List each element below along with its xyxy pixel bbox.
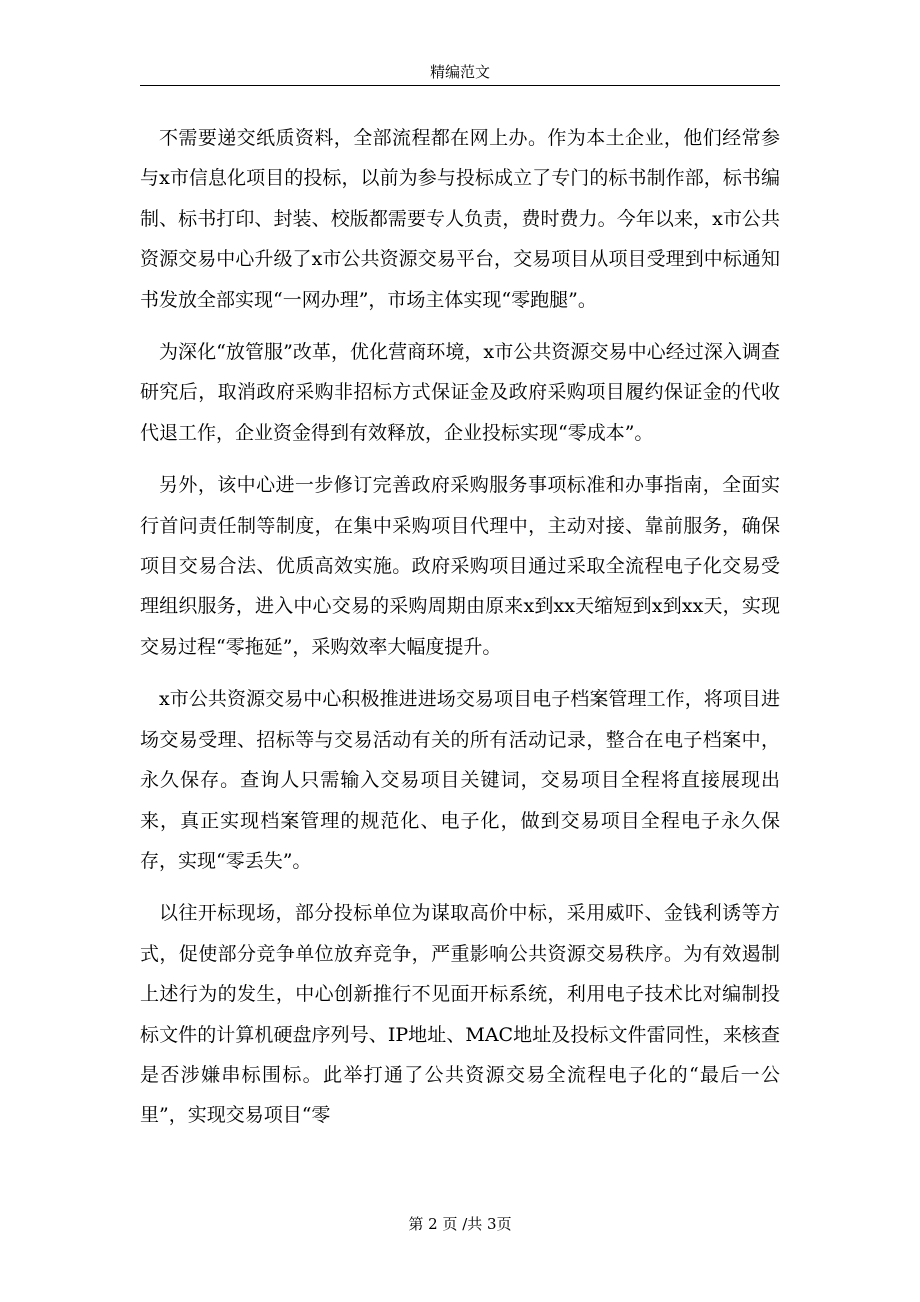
paragraph-1: 不需要递交纸质资料，全部流程都在网上办。作为本土企业，他们经常参与x市信息化项目的投标，以前为参与投标成立了专门的标书制作部，标书编制、标书打印、封装、校版都需要专人负责，费时费力。今年以来，x市公共资源交易中心升级了x市公共资源交易平台，交易项目从项目受理到中标通知书发放全部实现“一网办理”，市场主体实现“零跑腿”。 [140, 127, 780, 311]
paragraph-5: 以往开标现场，部分投标单位为谋取高价中标，采用威吓、金钱利诱等方式，促使部分竞争单位放弃竞争，严重影响公共资源交易秩序。为有效遏制上述行为的发生，中心创新推行不见面开标系统，利用电子技术比对编制投标文件的计算机硬盘序列号、IP地址、MAC地址及投标文件雷同性，来核查是否涉嫌串标围标。此举打通了公共资源交易全流程电子化的“最后一公里”，实现交易项目“零 [140, 902, 780, 1127]
paragraph-3: 另外，该中心进一步修订完善政府采购服务事项标准和办事指南，全面实行首问责任制等制度，在集中采购项目代理中，主动对接、靠前服务，确保项目交易合法、优质高效实施。政府采购项目通过采取全流程电子化交易受理组织服务，进入中心交易的采购周期由原来x到xx天缩短到x到xx天，实现交易过程“零拖延”，采购效率大幅度提升。 [140, 474, 780, 658]
header-divider [140, 85, 780, 86]
document-body [140, 118, 780, 1148]
paragraph-2: 为深化“放管服”改革，优化营商环境，x市公共资源交易中心经过深入调查研究后，取消政府采购非招标方式保证金及政府采购项目履约保证金的代收代退工作，企业资金得到有效释放，企业投标实现“零成本”。 [140, 341, 780, 444]
page-footer-number: 第 2 页 /共 3页 [408, 1215, 512, 1233]
paragraph-4: x市公共资源交易中心积极推进进场交易项目电子档案管理工作，将项目进场交易受理、招标等与交易活动有关的所有活动记录，整合在电子档案中，永久保存。查询人只需输入交易项目关键词，交易项目全程将直接展现出来，真正实现档案管理的规范化、电子化，做到交易项目全程电子永久保存，实现“零丢失”。 [140, 688, 780, 872]
page-header-title: 精编范文 [429, 63, 490, 81]
